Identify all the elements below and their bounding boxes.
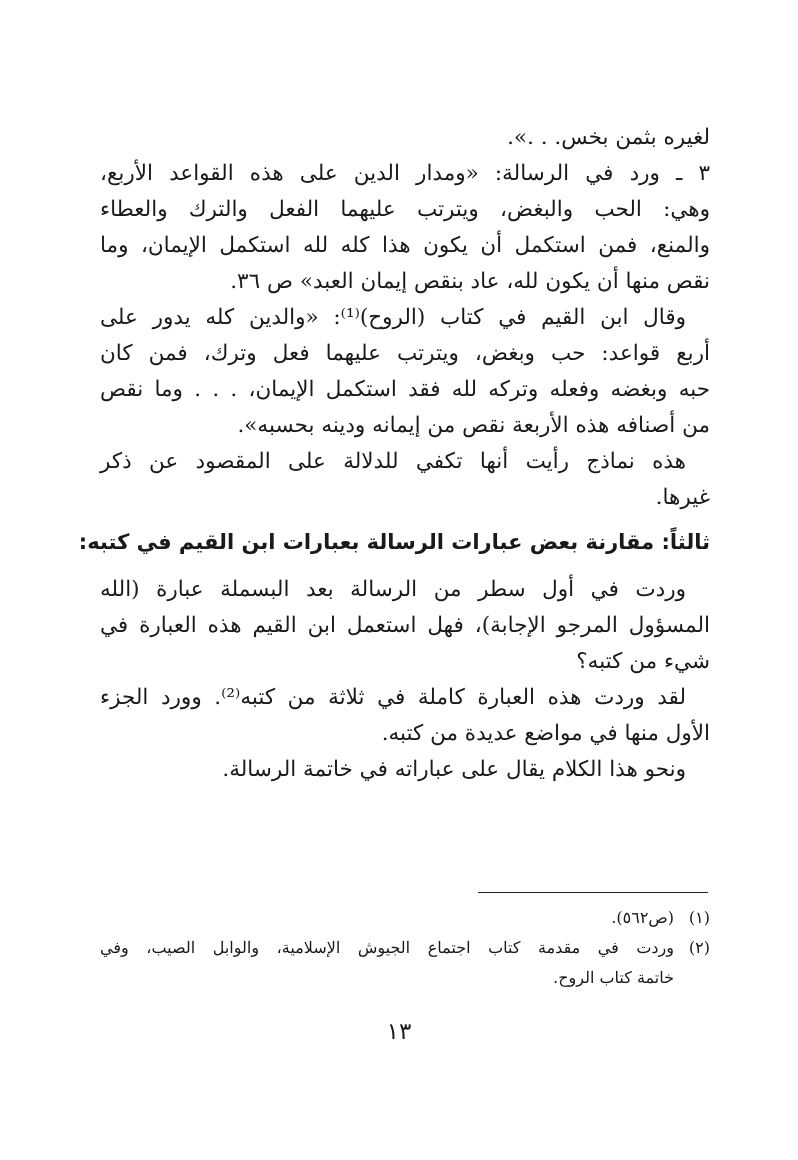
page-number: ١٣	[386, 1019, 412, 1045]
footnotes	[100, 903, 710, 993]
text-line: وردت في أول سطر من الرسالة بعد البسملة عبارة (الله	[100, 577, 686, 602]
text-line: غيرها.	[655, 485, 710, 510]
footnote-1	[100, 903, 710, 933]
text-line: من أصنافه هذه الأربعة نقص من إيمانه ودينه بحسبه».	[237, 413, 710, 438]
footnote-text: (ص٥٦٢).	[611, 908, 674, 927]
text-line: الأول منها في مواضع عديدة من كتبه.	[381, 721, 710, 746]
footnote-2-continuation: خاتمة كتاب الروح.	[553, 968, 674, 987]
text-line: أربع قواعد: حب وبغض، ويترتب عليهما فعل وترك، فمن كان	[100, 341, 710, 366]
text-line: ونحو هذا الكلام يقال على عباراته في خاتمة الرسالة.	[222, 757, 686, 782]
text-line: المسؤول المرجو الإجابة)، فهل استعمل ابن القيم هذه العبارة في	[100, 613, 710, 638]
footnote-2	[100, 933, 710, 963]
footnote-divider	[478, 892, 708, 893]
footnote-number: (١)	[688, 908, 710, 927]
text-line: ٣ ـ ورد في الرسالة: «ومدار الدين على هذه القواعد الأربع،	[100, 161, 710, 186]
text-line: لقد وردت هذه العبارة كاملة في ثلاثة من كتبه⁽²⁾. وورد الجزء	[100, 685, 686, 710]
text-line: نقص منها أن يكون لله، عاد بنقص إيمان العبد» ص ٣٦.	[230, 269, 710, 294]
footnote-text: وردت في مقدمة كتاب اجتماع الجيوش الإسلامية، والوابل الصيب، وفي	[100, 938, 674, 957]
text-line: هذه نماذج رأيت أنها تكفي للدلالة على المقصود عن ذكر	[100, 449, 686, 474]
text-line: وهي: الحب والبغض، ويترتب عليهما الفعل والترك والعطاء	[100, 197, 710, 222]
section-heading: ثالثاً: مقارنة بعض عبارات الرسالة بعبارات ابن القيم في كتبه:	[78, 530, 710, 554]
text-line: والمنع، فمن استكمل أن يكون هذا كله لله استكمل الإيمان، وما	[100, 233, 710, 258]
text-line: وقال ابن القيم في كتاب (الروح)⁽¹⁾: «والدين كله يدور على	[100, 305, 686, 330]
text-line: حبه وبغضه وفعله وتركه لله فقد استكمل الإيمان، . . . وما نقص	[100, 377, 710, 402]
text-line: لغيره بثمن بخس. . .».	[507, 125, 710, 150]
page-body	[78, 120, 710, 788]
footnote-number: (٢)	[688, 938, 710, 957]
text-line: شيء من كتبه؟	[576, 649, 710, 674]
